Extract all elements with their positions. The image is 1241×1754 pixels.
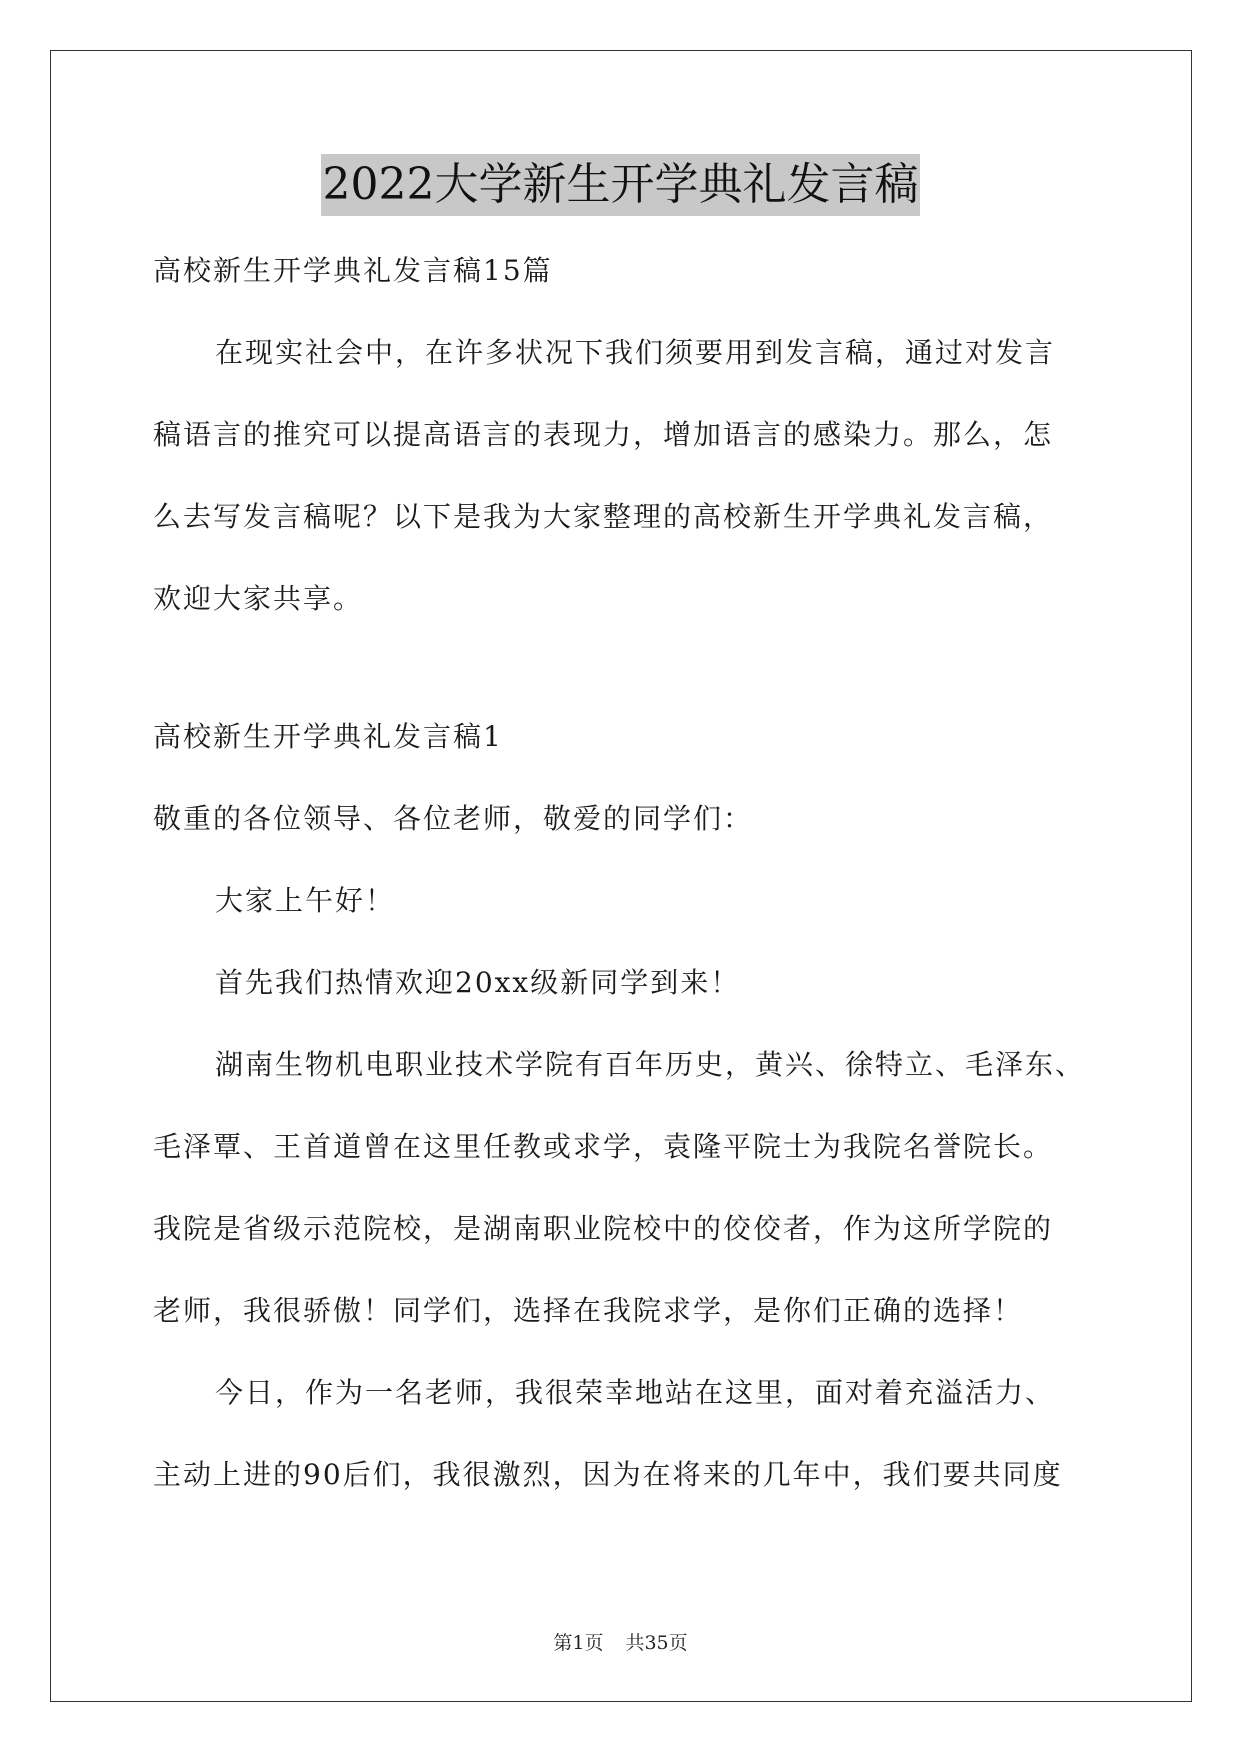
para1-line-4: 老师，我很骄傲！同学们，选择在我院求学，是你们正确的选择！ bbox=[153, 1294, 1024, 1327]
page-footer bbox=[0, 1628, 1241, 1658]
para2-line-1: 今日，作为一名老师，我很荣幸地站在这里，面对着充溢活力、 bbox=[215, 1376, 1056, 1409]
intro-line-4: 欢迎大家共享。 bbox=[153, 582, 364, 615]
para2-line-2: 主动上进的90后们，我很激烈，因为在将来的几年中，我们要共同度 bbox=[153, 1458, 1063, 1491]
welcome-line: 首先我们热情欢迎20xx级新同学到来！ bbox=[215, 966, 741, 999]
para1-line-1: 湖南生物机电职业技术学院有百年历史，黄兴、徐特立、毛泽东、 bbox=[215, 1048, 1086, 1081]
title-container bbox=[0, 154, 1241, 216]
para1-line-3: 我院是省级示范院校，是湖南职业院校中的佼佼者，作为这所学院的 bbox=[153, 1212, 1054, 1245]
intro-line-1: 在现实社会中，在许多状况下我们须要用到发言稿，通过对发言 bbox=[215, 336, 1056, 369]
page-number: 第1页 bbox=[553, 1632, 604, 1654]
document-body bbox=[153, 230, 1103, 1516]
document-title: 2022大学新生开学典礼发言稿 bbox=[321, 154, 921, 216]
greeting: 大家上午好！ bbox=[215, 884, 396, 917]
section-gap bbox=[153, 640, 1103, 696]
intro-line-2: 稿语言的推究可以提高语言的表现力，增加语言的感染力。那么，怎 bbox=[153, 418, 1054, 451]
section-heading: 高校新生开学典礼发言稿1 bbox=[153, 720, 503, 753]
page-total: 共35页 bbox=[625, 1632, 688, 1654]
para1-line-2: 毛泽覃、王首道曾在这里任教或求学，袁隆平院士为我院名誉院长。 bbox=[153, 1130, 1054, 1163]
subtitle: 高校新生开学典礼发言稿15篇 bbox=[153, 254, 553, 287]
intro-line-3: 么去写发言稿呢？以下是我为大家整理的高校新生开学典礼发言稿， bbox=[153, 500, 1054, 533]
salutation: 敬重的各位领导、各位老师，敬爱的同学们： bbox=[153, 802, 754, 835]
